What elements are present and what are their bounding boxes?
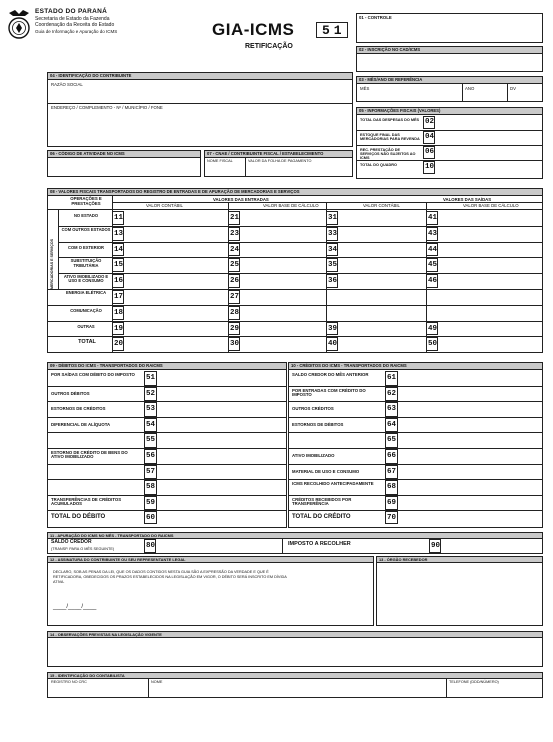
field-code: 13 <box>114 229 124 238</box>
value-field[interactable] <box>438 243 541 257</box>
line-value-field[interactable] <box>157 371 286 386</box>
entradas-header: VALORES DAS ENTRADAS <box>213 197 269 202</box>
field-code: 28 <box>230 308 240 317</box>
value-field[interactable] <box>338 337 425 351</box>
line-label: POR SAÍDAS COM DÉBITO DO IMPOSTO <box>51 372 135 377</box>
field-code: 19 <box>114 324 124 333</box>
field-code: 33 <box>328 229 338 238</box>
field-code: 40 <box>328 340 338 349</box>
field-code: 43 <box>428 229 438 238</box>
inscricao-box[interactable] <box>356 46 543 72</box>
value-field[interactable] <box>438 258 541 272</box>
line-value-field[interactable] <box>157 465 286 480</box>
info-fiscal-field[interactable] <box>435 116 542 129</box>
field-code: 16 <box>114 277 124 286</box>
line-code: 55 <box>146 436 156 445</box>
field-code: 46 <box>428 277 438 286</box>
line-code: 51 <box>146 374 156 382</box>
value-field[interactable] <box>240 258 325 272</box>
atividade-header: 06 - CÓDIGO DE ATIVIDADE NO ICMS <box>48 151 200 158</box>
value-field[interactable] <box>240 211 325 225</box>
contabilista-nome-field[interactable] <box>149 685 445 697</box>
field-code: 29 <box>230 324 240 333</box>
field-code: 20 <box>114 340 124 349</box>
observacoes-section[interactable] <box>47 631 543 667</box>
value-field[interactable] <box>124 274 227 288</box>
saidas-header: VALORES DAS SAÍDAS <box>443 197 492 202</box>
declaracao-line1: DECLARO, SOB AS PENAS DA LEI, QUE OS DADOS CONTIDOS NESTA GUIA SÃO A EXPRESSÃO DA VERDADE E QUE É <box>53 570 269 574</box>
field-code: 18 <box>114 308 124 317</box>
line-code: 52 <box>146 389 156 398</box>
operacao-label: TOTAL <box>78 339 96 346</box>
identificacao-box <box>47 72 353 147</box>
header-line3: Guia de Informação e Apuração do ICMS <box>35 29 118 34</box>
declaracao-line2: RETIFICADORA, OBEDECIDOS OS PRAZOS ESTABELECIDOS NA LEGISLAÇÃO EM VIGOR, O DÉBITO SERÁ INSCRITO EM DÍVIDA <box>53 575 287 579</box>
line-code: 69 <box>387 498 397 507</box>
line-value-field[interactable] <box>157 433 286 448</box>
value-field[interactable] <box>124 227 227 241</box>
info-fiscais-box <box>356 107 543 179</box>
info-fiscal-field[interactable] <box>435 131 542 144</box>
line-label: ICMS RECOLHIDO ANTECIPADAMENTE <box>292 481 374 487</box>
imposto-recolher-field[interactable] <box>441 539 542 553</box>
operacao-label: COM O EXTERIOR <box>68 244 104 250</box>
line-value-field[interactable] <box>157 480 286 495</box>
razao-social-field[interactable] <box>48 89 352 103</box>
field-code: 26 <box>230 277 240 286</box>
contabilista-header: 15 - IDENTIFICAÇÃO DO CONTABILISTA <box>48 673 542 679</box>
line-label: OUTROS DÉBITOS <box>51 390 90 396</box>
atividade-box[interactable] <box>47 150 201 177</box>
value-field[interactable] <box>124 337 227 351</box>
value-field[interactable] <box>240 274 325 288</box>
value-field[interactable] <box>240 290 325 304</box>
creditos-section <box>288 362 543 528</box>
line-value-field[interactable] <box>398 449 542 464</box>
line-label: OUTROS CRÉDITOS <box>292 406 334 412</box>
field-code: 17 <box>114 293 124 301</box>
field-code: 24 <box>230 245 240 254</box>
nome-fiscal-label: NOME FISCAL <box>207 159 233 163</box>
line-code: 68 <box>387 483 397 492</box>
line-code: 59 <box>146 498 156 507</box>
telefone-label: TELEFONE (DDD/NÚMERO) <box>449 680 499 684</box>
apuracao-section <box>47 532 543 554</box>
form-title: GIA-ICMS <box>212 20 295 39</box>
operacao-label: OUTRAS <box>77 323 95 329</box>
operacao-label: COMUNICAÇÃO <box>70 307 102 313</box>
value-field[interactable] <box>240 322 325 336</box>
info-fiscal-label: TOTAL DO QUADRO <box>360 163 397 167</box>
info-fiscais-header: 05 - INFORMAÇÕES FISCAIS (VALORES) <box>357 108 542 115</box>
line-label: ESTORNOS DE DÉBITOS <box>292 421 344 427</box>
line-value-field[interactable] <box>398 465 542 480</box>
line-value-field[interactable] <box>398 480 542 495</box>
cnae-box <box>204 150 353 177</box>
razao-social-label: RAZÃO SOCIAL <box>51 82 83 87</box>
vc-saidas-label: VALOR CONTÁBIL <box>363 203 400 208</box>
line-code: 63 <box>387 405 397 414</box>
declaracao-line3: ATIVA. <box>53 580 65 584</box>
field-code: 50 <box>428 340 438 349</box>
field-code: 35 <box>328 261 338 270</box>
header-line2: Coordenação da Receita do Estado <box>35 22 115 28</box>
observacoes-header: 14 - OBSERVAÇÕES PREVISTAS NA LEGISLAÇÃO VIGENTE <box>48 632 542 638</box>
info-fiscal-code: 04 <box>425 133 435 141</box>
value-field[interactable] <box>240 337 325 351</box>
total-code: 70 <box>387 514 397 523</box>
state-name: ESTADO DO PARANÁ <box>35 8 108 15</box>
cnae-field[interactable] <box>205 165 352 176</box>
assinatura-section <box>47 556 374 626</box>
line-code: 56 <box>146 452 156 460</box>
orgao-recebedor-header: 13 - ÓRGÃO RECEBEDOR <box>377 557 542 563</box>
form-number: 51 <box>322 23 346 38</box>
vb-saidas-label: VALOR BASE DE CÁLCULO <box>463 203 519 208</box>
total-value-field[interactable] <box>398 511 542 524</box>
value-field[interactable] <box>438 337 541 351</box>
field-code: 44 <box>428 245 438 254</box>
line-code: 62 <box>387 389 397 398</box>
endereco-label: ENDEREÇO / COMPLEMENTO - Nº / MUNICÍPIO / FONE <box>51 105 163 110</box>
info-fiscal-label: ESTOQUE FINAL DAS MERCADORIAS PARA REVENDA <box>360 133 420 142</box>
value-field[interactable] <box>338 227 425 241</box>
operacao-label: SUBSTITUIÇÃO TRIBUTÁRIA <box>70 258 102 268</box>
info-fiscal-code: 02 <box>425 118 435 126</box>
ano-label: ANO <box>465 86 475 91</box>
info-fiscal-label: REC. PRESTAÇÃO DE SERVIÇOS NÃO SUJEITOS AO ICMS <box>360 148 416 161</box>
operacao-label: COM OUTROS ESTADOS <box>61 226 111 232</box>
form-subtitle: RETIFICAÇÃO <box>245 43 293 50</box>
saldo-credor-sub: (TRANSP. PARA O MÊS SEGUINTE) <box>51 547 115 551</box>
saldo-credor-code: 80 <box>146 542 156 550</box>
value-field[interactable] <box>438 274 541 288</box>
line-value-field[interactable] <box>398 402 542 417</box>
line-label: MATERIAL DE USO E CONSUMO <box>292 468 360 474</box>
field-code: 25 <box>230 261 240 270</box>
crc-field[interactable] <box>48 685 148 697</box>
line-label: CRÉDITOS RECEBIDOS POR TRANSFERÊNCIA <box>292 496 352 507</box>
value-field[interactable] <box>438 211 541 225</box>
value-field[interactable] <box>240 243 325 257</box>
line-code: 64 <box>387 420 397 429</box>
line-value-field[interactable] <box>398 371 542 386</box>
dv-label: DV <box>510 86 516 91</box>
endereco-field[interactable] <box>48 111 352 145</box>
value-field[interactable] <box>124 322 227 336</box>
info-fiscal-field[interactable] <box>435 161 542 174</box>
header-line1: Secretaria de Estado da Fazenda <box>35 16 110 22</box>
field-code: 30 <box>230 340 240 349</box>
saldo-credor-field[interactable] <box>156 539 282 553</box>
value-field[interactable] <box>124 211 227 225</box>
line-value-field[interactable] <box>398 496 542 511</box>
assinatura-header: 12 - ASSINATURA DO CONTRIBUINTE OU SEU REPRESENTANTE LEGAL <box>48 557 373 563</box>
field-code: 39 <box>328 324 338 333</box>
vb-entradas-label: VALOR BASE DE CÁLCULO <box>263 203 319 208</box>
value-field[interactable] <box>240 306 325 320</box>
value-field[interactable] <box>240 227 325 241</box>
line-value-field[interactable] <box>398 387 542 402</box>
creditos-header: 10 - CRÉDITOS DO ICMS - TRANSPORTADOS DO RAICMS <box>289 363 542 370</box>
mes-ano-field[interactable] <box>357 92 542 101</box>
value-field[interactable] <box>124 258 227 272</box>
controle-box[interactable] <box>356 13 543 43</box>
info-fiscal-field[interactable] <box>435 146 542 159</box>
line-code: 54 <box>146 420 156 429</box>
field-code: 34 <box>328 245 338 254</box>
line-label: SALDO CREDOR DO MÊS ANTERIOR <box>292 372 369 377</box>
field-code: 21 <box>230 214 240 222</box>
line-value-field[interactable] <box>157 449 286 464</box>
value-field[interactable] <box>438 322 541 336</box>
imposto-recolher-label: IMPOSTO A RECOLHER <box>288 541 351 547</box>
line-code: 66 <box>387 452 397 460</box>
value-field[interactable] <box>124 306 227 320</box>
operacao-label: ATIVO IMOBILIZADO E USO E CONSUMO <box>63 274 109 284</box>
field-code: 36 <box>328 277 338 286</box>
total-label: TOTAL DO DÉBITO <box>51 514 106 521</box>
telefone-field[interactable] <box>447 685 542 697</box>
line-label: POR ENTRADAS COM CRÉDITO DO IMPOSTO <box>292 387 366 397</box>
line-code: 61 <box>387 374 397 382</box>
line-value-field[interactable] <box>157 496 286 511</box>
saldo-credor-label: SALDO CREDOR <box>51 539 92 545</box>
crc-label: REGISTRO NO CRC <box>51 680 87 684</box>
debitos-header: 09 - DÉBITOS DO ICMS - TRANSPORTADOS DO RAICMS <box>48 363 286 370</box>
line-label: ESTORNOS DE CRÉDITOS <box>51 406 106 412</box>
line-label: TRANSFERÊNCIAS DE CRÉDITOS ACUMULADOS <box>51 496 122 507</box>
parana-coat-of-arms-icon <box>7 9 31 41</box>
line-code: 57 <box>146 467 156 476</box>
info-fiscal-code: 10 <box>425 163 435 171</box>
total-code: 60 <box>146 514 156 523</box>
line-value-field[interactable] <box>157 387 286 402</box>
identificacao-header: 04 - IDENTIFICAÇÃO DO CONTRIBUINTE <box>48 73 352 80</box>
line-value-field[interactable] <box>157 402 286 417</box>
field-code: 31 <box>328 214 338 222</box>
date-field[interactable]: ____/____/____ <box>53 604 97 610</box>
line-code: 58 <box>146 483 156 492</box>
value-field[interactable] <box>124 290 227 304</box>
value-field[interactable] <box>338 274 425 288</box>
operacao-label: NO ESTADO <box>73 213 99 218</box>
info-fiscal-label: TOTAL DAS DESPESAS DO MÊS <box>360 118 420 122</box>
operacao-label: ENERGIA ELÉTRICA <box>65 290 107 295</box>
total-value-field[interactable] <box>157 511 286 524</box>
value-field[interactable] <box>338 243 425 257</box>
mes-ano-box <box>356 76 543 102</box>
field-code: 11 <box>114 214 124 222</box>
field-code: 41 <box>428 214 438 222</box>
valores-fiscais-section <box>47 188 543 353</box>
imposto-recolher-code: 90 <box>431 542 441 550</box>
inscricao-header: 02 - INSCRIÇÃO NO CAD/ICMS <box>357 47 542 54</box>
value-field[interactable] <box>338 258 425 272</box>
signature-field[interactable] <box>138 597 358 617</box>
field-code: 27 <box>230 293 240 301</box>
field-code: 14 <box>114 245 124 254</box>
contabilista-section <box>47 672 543 698</box>
line-value-field[interactable] <box>398 433 542 448</box>
orgao-recebedor-box[interactable] <box>376 556 543 626</box>
value-field[interactable] <box>124 243 227 257</box>
apuracao-header: 11 - APURAÇÃO DO ICMS NO MÊS - TRANSPORTADO DO RAICMS <box>48 533 542 539</box>
debitos-section <box>47 362 287 528</box>
vc-entradas-label: VALOR CONTÁBIL <box>146 203 183 208</box>
line-value-field[interactable] <box>157 418 286 433</box>
value-field[interactable] <box>338 211 425 225</box>
form-number-box <box>316 22 348 38</box>
field-code: 49 <box>428 324 438 333</box>
line-label: ESTORNO DE CRÉDITO DE BENS DO ATIVO IMOBILIZADO <box>51 450 128 460</box>
mes-ano-header: 03 - MÊS/ANO DE REFERÊNCIA <box>357 77 542 84</box>
value-field[interactable] <box>438 227 541 241</box>
operacoes-col-header: OPERAÇÕES E PRESTAÇÕES <box>70 196 102 206</box>
line-code: 53 <box>146 405 156 414</box>
mes-label: MÊS <box>360 86 370 91</box>
total-label: TOTAL DO CRÉDITO <box>292 514 351 521</box>
field-code: 15 <box>114 261 124 270</box>
line-label: DIFERENCIAL DE ALÍQUOTA <box>51 421 111 427</box>
line-label: ATIVO IMOBILIZADO <box>292 453 335 458</box>
line-value-field[interactable] <box>398 418 542 433</box>
info-fiscal-code: 06 <box>425 148 435 156</box>
valores-fiscais-header: 08 - VALORES FISCAIS TRANSPORTADOS DO REGISTRO DE ENTRADAS E DE APURAÇÃO DE MERCADORIAS E SERVIÇOS <box>48 189 542 196</box>
cnae-header: 07 - CNAE / CONTRIBUINTE FISCAL / ESTABELECIMENTO <box>205 151 352 158</box>
value-field[interactable] <box>338 322 425 336</box>
controle-label: 01 - CONTROLE <box>359 15 392 20</box>
line-code: 67 <box>387 467 397 476</box>
field-code: 23 <box>230 229 240 238</box>
line-code: 65 <box>387 436 397 445</box>
contabilista-nome-label: NOME <box>151 680 163 684</box>
side-vertical-label: MERCADORIAS E SERVIÇOS <box>50 238 54 289</box>
field-code: 45 <box>428 261 438 270</box>
valor-fiscal-label: VALOR DA FOLHA DE PAGAMENTO <box>248 159 312 163</box>
